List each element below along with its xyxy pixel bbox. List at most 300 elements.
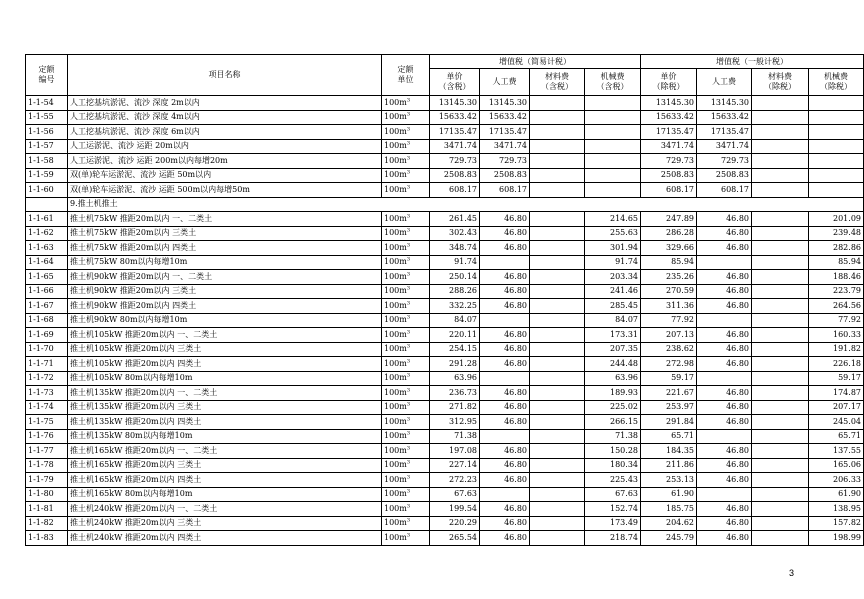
quota-unit: $100m^3$ <box>382 139 430 154</box>
simple-machine-cell: 67.63 <box>585 487 641 502</box>
simple-price-cell: 84.07 <box>430 313 480 328</box>
simple-labor-cell: 608.17 <box>480 183 530 198</box>
table-row <box>26 241 864 256</box>
simple-machine-cell: 150.28 <box>585 444 641 459</box>
header-simple-material: 材料费 （含税） <box>530 69 585 96</box>
general-price-cell: 77.92 <box>641 313 697 328</box>
quota-code: 1-1-64 <box>26 255 68 270</box>
general-material-cell <box>752 96 809 111</box>
general-machine-cell: 165.06 <box>809 458 864 473</box>
general-labor-cell: 46.80 <box>697 444 752 459</box>
simple-machine-cell: 207.35 <box>585 342 641 357</box>
general-material-cell <box>752 313 809 328</box>
simple-machine-cell: 203.34 <box>585 270 641 285</box>
table-row <box>26 458 864 473</box>
simple-labor-cell: 15633.42 <box>480 110 530 125</box>
table-row <box>26 386 864 401</box>
simple-machine-cell: 225.43 <box>585 473 641 488</box>
general-machine-cell: 282.86 <box>809 241 864 256</box>
simple-machine-cell: 173.49 <box>585 516 641 531</box>
section-row <box>26 197 864 212</box>
table-row <box>26 226 864 241</box>
quota-unit: $100m^3$ <box>382 299 430 314</box>
item-name: 推土机90kW 推距20m以内 三类土 <box>68 284 382 299</box>
quota-unit: $100m^3$ <box>382 125 430 140</box>
simple-price-cell: 17135.47 <box>430 125 480 140</box>
general-labor-cell: 46.80 <box>697 400 752 415</box>
simple-price-cell: 265.54 <box>430 531 480 546</box>
simple-material-cell <box>530 255 585 270</box>
general-labor-cell <box>697 255 752 270</box>
simple-price-cell: 291.28 <box>430 357 480 372</box>
simple-labor-cell: 46.80 <box>480 299 530 314</box>
item-name: 人工运淤泥、流沙 运距 20m以内 <box>68 139 382 154</box>
table-row <box>26 255 864 270</box>
item-name: 推土机105kW 推距20m以内 三类土 <box>68 342 382 357</box>
item-name: 双(单)轮车运淤泥、流沙 运距 500m以内每增50m <box>68 183 382 198</box>
quota-code: 1-1-62 <box>26 226 68 241</box>
quota-code: 1-1-66 <box>26 284 68 299</box>
simple-labor-cell: 46.80 <box>480 516 530 531</box>
simple-price-cell: 261.45 <box>430 212 480 227</box>
general-price-cell: 253.13 <box>641 473 697 488</box>
quota-unit: $100m^3$ <box>382 357 430 372</box>
simple-material-cell <box>530 487 585 502</box>
item-name: 推土机75kW 80m以内每增10m <box>68 255 382 270</box>
simple-material-cell <box>530 125 585 140</box>
simple-machine-cell <box>585 96 641 111</box>
general-price-cell: 221.67 <box>641 386 697 401</box>
general-machine-cell: 77.92 <box>809 313 864 328</box>
simple-machine-cell: 63.96 <box>585 371 641 386</box>
general-price-cell: 211.86 <box>641 458 697 473</box>
general-material-cell <box>752 154 809 169</box>
simple-price-cell: 348.74 <box>430 241 480 256</box>
simple-price-cell: 71.38 <box>430 429 480 444</box>
item-name: 人工挖基坑淤泥、流沙 深度 2m以内 <box>68 96 382 111</box>
item-name: 推土机135kW 80m以内每增10m <box>68 429 382 444</box>
general-labor-cell <box>697 313 752 328</box>
general-machine-cell: 223.79 <box>809 284 864 299</box>
general-price-cell: 13145.30 <box>641 96 697 111</box>
simple-labor-cell <box>480 255 530 270</box>
quota-unit: $100m^3$ <box>382 313 430 328</box>
simple-price-cell: 302.43 <box>430 226 480 241</box>
quota-unit: $100m^3$ <box>382 516 430 531</box>
table-row <box>26 502 864 517</box>
simple-price-cell: 312.95 <box>430 415 480 430</box>
simple-labor-cell: 46.80 <box>480 284 530 299</box>
general-labor-cell <box>697 429 752 444</box>
simple-labor-cell: 46.80 <box>480 270 530 285</box>
quota-unit: $100m^3$ <box>382 458 430 473</box>
general-labor-cell: 46.80 <box>697 342 752 357</box>
item-name: 推土机90kW 推距20m以内 一、二类土 <box>68 270 382 285</box>
simple-labor-cell: 2508.83 <box>480 168 530 183</box>
table-row <box>26 212 864 227</box>
general-price-cell: 253.97 <box>641 400 697 415</box>
quota-code: 1-1-72 <box>26 371 68 386</box>
item-name: 推土机240kW 推距20m以内 一、二类土 <box>68 502 382 517</box>
simple-material-cell <box>530 531 585 546</box>
table-row <box>26 415 864 430</box>
general-labor-cell: 3471.74 <box>697 139 752 154</box>
simple-material-cell <box>530 429 585 444</box>
header-code: 定额 编号 <box>26 55 68 96</box>
header-name: 项目名称 <box>68 55 382 96</box>
general-machine-cell: 191.82 <box>809 342 864 357</box>
quota-code: 1-1-81 <box>26 502 68 517</box>
general-material-cell <box>752 168 809 183</box>
item-name: 人工挖基坑淤泥、流沙 深度 4m以内 <box>68 110 382 125</box>
quota-code: 1-1-78 <box>26 458 68 473</box>
simple-material-cell <box>530 183 585 198</box>
simple-price-cell: 220.11 <box>430 328 480 343</box>
general-price-cell: 238.62 <box>641 342 697 357</box>
quota-code: 1-1-61 <box>26 212 68 227</box>
simple-price-cell: 2508.83 <box>430 168 480 183</box>
header-general-labor: 人工费 <box>697 69 752 96</box>
item-name: 推土机75kW 推距20m以内 四类土 <box>68 241 382 256</box>
simple-machine-cell: 214.65 <box>585 212 641 227</box>
general-price-cell: 311.36 <box>641 299 697 314</box>
table-row <box>26 357 864 372</box>
table-body <box>26 96 864 546</box>
simple-machine-cell: 301.94 <box>585 241 641 256</box>
simple-labor-cell: 46.80 <box>480 473 530 488</box>
simple-price-cell: 272.23 <box>430 473 480 488</box>
quota-code: 1-1-75 <box>26 415 68 430</box>
header-simple-price: 单价 （含税） <box>430 69 480 96</box>
simple-price-cell: 332.25 <box>430 299 480 314</box>
simple-machine-cell: 255.63 <box>585 226 641 241</box>
general-machine-cell <box>809 125 864 140</box>
item-name: 推土机90kW 推距20m以内 四类土 <box>68 299 382 314</box>
table-row <box>26 96 864 111</box>
general-labor-cell: 46.80 <box>697 386 752 401</box>
general-material-cell <box>752 110 809 125</box>
general-material-cell <box>752 429 809 444</box>
table-row <box>26 183 864 198</box>
general-material-cell <box>752 183 809 198</box>
general-labor-cell: 46.80 <box>697 473 752 488</box>
quota-unit: $100m^3$ <box>382 255 430 270</box>
header-unit: 定额 单位 <box>382 55 430 96</box>
general-material-cell <box>752 270 809 285</box>
general-labor-cell: 46.80 <box>697 299 752 314</box>
item-name: 双(单)轮车运淤泥、流沙 运距 50m以内 <box>68 168 382 183</box>
simple-material-cell <box>530 241 585 256</box>
general-labor-cell: 46.80 <box>697 516 752 531</box>
simple-material-cell <box>530 400 585 415</box>
general-price-cell: 729.73 <box>641 154 697 169</box>
item-name: 推土机165kW 推距20m以内 三类土 <box>68 458 382 473</box>
quota-unit: $100m^3$ <box>382 531 430 546</box>
general-price-cell: 61.90 <box>641 487 697 502</box>
quota-code: 1-1-77 <box>26 444 68 459</box>
header-simple-machine: 机械费 （含税） <box>585 69 641 96</box>
simple-material-cell <box>530 342 585 357</box>
simple-labor-cell: 17135.47 <box>480 125 530 140</box>
general-machine-cell: 59.17 <box>809 371 864 386</box>
quota-code: 1-1-82 <box>26 516 68 531</box>
item-name: 推土机90kW 80m以内每增10m <box>68 313 382 328</box>
simple-price-cell: 63.96 <box>430 371 480 386</box>
general-machine-cell: 245.04 <box>809 415 864 430</box>
general-price-cell: 245.79 <box>641 531 697 546</box>
simple-price-cell: 254.15 <box>430 342 480 357</box>
general-material-cell <box>752 299 809 314</box>
header-row-1 <box>26 55 864 69</box>
simple-machine-cell: 285.45 <box>585 299 641 314</box>
table-row <box>26 473 864 488</box>
item-name: 推土机135kW 推距20m以内 四类土 <box>68 415 382 430</box>
simple-labor-cell: 46.80 <box>480 241 530 256</box>
simple-material-cell <box>530 284 585 299</box>
simple-machine-cell: 218.74 <box>585 531 641 546</box>
simple-machine-cell <box>585 139 641 154</box>
table-row <box>26 429 864 444</box>
general-machine-cell <box>809 154 864 169</box>
quota-unit: $100m^3$ <box>382 328 430 343</box>
simple-labor-cell: 13145.30 <box>480 96 530 111</box>
table-row <box>26 154 864 169</box>
simple-material-cell <box>530 96 585 111</box>
quota-unit: $100m^3$ <box>382 154 430 169</box>
quota-unit: $100m^3$ <box>382 487 430 502</box>
simple-labor-cell: 46.80 <box>480 531 530 546</box>
item-name: 推土机240kW 推距20m以内 三类土 <box>68 516 382 531</box>
general-price-cell: 329.66 <box>641 241 697 256</box>
header-group-general: 增值税（一般计税） <box>641 55 864 69</box>
table-row <box>26 487 864 502</box>
general-machine-cell <box>809 96 864 111</box>
quota-code: 1-1-65 <box>26 270 68 285</box>
quota-unit: $100m^3$ <box>382 212 430 227</box>
table-row <box>26 168 864 183</box>
simple-machine-cell: 91.74 <box>585 255 641 270</box>
simple-machine-cell <box>585 110 641 125</box>
general-labor-cell: 608.17 <box>697 183 752 198</box>
table-row <box>26 110 864 125</box>
table-row <box>26 313 864 328</box>
quota-code: 1-1-76 <box>26 429 68 444</box>
simple-labor-cell <box>480 487 530 502</box>
general-machine-cell: 174.87 <box>809 386 864 401</box>
general-labor-cell: 46.80 <box>697 328 752 343</box>
quota-unit: $100m^3$ <box>382 110 430 125</box>
general-machine-cell: 264.56 <box>809 299 864 314</box>
item-name: 推土机165kW 推距20m以内 一、二类土 <box>68 444 382 459</box>
quota-unit: $100m^3$ <box>382 473 430 488</box>
general-price-cell: 286.28 <box>641 226 697 241</box>
general-material-cell <box>752 342 809 357</box>
simple-material-cell <box>530 110 585 125</box>
simple-machine-cell: 180.34 <box>585 458 641 473</box>
simple-labor-cell: 46.80 <box>480 328 530 343</box>
section-code-cell <box>26 197 68 212</box>
general-labor-cell: 46.80 <box>697 284 752 299</box>
simple-material-cell <box>530 168 585 183</box>
general-machine-cell <box>809 110 864 125</box>
simple-material-cell <box>530 444 585 459</box>
simple-machine-cell: 241.46 <box>585 284 641 299</box>
simple-price-cell: 15633.42 <box>430 110 480 125</box>
table-row <box>26 531 864 546</box>
item-name: 推土机165kW 推距20m以内 四类土 <box>68 473 382 488</box>
general-machine-cell: 188.46 <box>809 270 864 285</box>
general-material-cell <box>752 212 809 227</box>
general-labor-cell: 46.80 <box>697 502 752 517</box>
table-row <box>26 125 864 140</box>
simple-labor-cell: 46.80 <box>480 400 530 415</box>
simple-material-cell <box>530 371 585 386</box>
general-machine-cell: 65.71 <box>809 429 864 444</box>
simple-labor-cell <box>480 371 530 386</box>
general-labor-cell: 46.80 <box>697 415 752 430</box>
quota-unit: $100m^3$ <box>382 241 430 256</box>
general-price-cell: 608.17 <box>641 183 697 198</box>
simple-labor-cell: 46.80 <box>480 458 530 473</box>
general-price-cell: 3471.74 <box>641 139 697 154</box>
simple-labor-cell: 46.80 <box>480 357 530 372</box>
simple-material-cell <box>530 502 585 517</box>
simple-labor-cell: 46.80 <box>480 502 530 517</box>
simple-machine-cell <box>585 125 641 140</box>
general-price-cell: 272.98 <box>641 357 697 372</box>
general-price-cell: 59.17 <box>641 371 697 386</box>
item-name: 推土机135kW 推距20m以内 三类土 <box>68 400 382 415</box>
general-machine-cell: 198.99 <box>809 531 864 546</box>
general-labor-cell: 46.80 <box>697 458 752 473</box>
quota-code: 1-1-60 <box>26 183 68 198</box>
quota-code: 1-1-69 <box>26 328 68 343</box>
table-row <box>26 270 864 285</box>
general-material-cell <box>752 415 809 430</box>
simple-material-cell <box>530 299 585 314</box>
quota-unit: $100m^3$ <box>382 415 430 430</box>
quota-table <box>25 54 864 546</box>
general-material-cell <box>752 139 809 154</box>
general-labor-cell: 17135.47 <box>697 125 752 140</box>
header-simple-labor: 人工费 <box>480 69 530 96</box>
simple-machine-cell: 266.15 <box>585 415 641 430</box>
table-row <box>26 139 864 154</box>
simple-material-cell <box>530 139 585 154</box>
general-price-cell: 65.71 <box>641 429 697 444</box>
simple-labor-cell: 46.80 <box>480 226 530 241</box>
general-machine-cell: 226.18 <box>809 357 864 372</box>
simple-material-cell <box>530 386 585 401</box>
table-row <box>26 284 864 299</box>
quota-code: 1-1-59 <box>26 168 68 183</box>
quota-code: 1-1-83 <box>26 531 68 546</box>
simple-price-cell: 197.08 <box>430 444 480 459</box>
general-labor-cell <box>697 487 752 502</box>
general-machine-cell: 207.17 <box>809 400 864 415</box>
quota-unit: $100m^3$ <box>382 96 430 111</box>
general-labor-cell: 46.80 <box>697 241 752 256</box>
item-name: 推土机105kW 推距20m以内 四类土 <box>68 357 382 372</box>
general-machine-cell: 160.33 <box>809 328 864 343</box>
general-price-cell: 184.35 <box>641 444 697 459</box>
simple-material-cell <box>530 270 585 285</box>
quota-code: 1-1-63 <box>26 241 68 256</box>
table-row <box>26 516 864 531</box>
general-material-cell <box>752 531 809 546</box>
quota-unit: $100m^3$ <box>382 371 430 386</box>
simple-price-cell: 236.73 <box>430 386 480 401</box>
general-labor-cell: 46.80 <box>697 212 752 227</box>
general-price-cell: 291.84 <box>641 415 697 430</box>
quota-unit: $100m^3$ <box>382 342 430 357</box>
general-material-cell <box>752 386 809 401</box>
general-material-cell <box>752 328 809 343</box>
table-row <box>26 328 864 343</box>
quota-unit: $100m^3$ <box>382 270 430 285</box>
general-machine-cell: 206.33 <box>809 473 864 488</box>
quota-code: 1-1-74 <box>26 400 68 415</box>
simple-material-cell <box>530 313 585 328</box>
general-machine-cell: 85.94 <box>809 255 864 270</box>
general-machine-cell: 61.90 <box>809 487 864 502</box>
simple-price-cell: 288.26 <box>430 284 480 299</box>
table-row <box>26 299 864 314</box>
simple-material-cell <box>530 357 585 372</box>
item-name: 推土机105kW 推距20m以内 一、二类土 <box>68 328 382 343</box>
simple-material-cell <box>530 415 585 430</box>
simple-labor-cell <box>480 313 530 328</box>
item-name: 推土机135kW 推距20m以内 一、二类土 <box>68 386 382 401</box>
header-group-simple: 增值税（简易计税） <box>430 55 641 69</box>
general-material-cell <box>752 502 809 517</box>
general-material-cell <box>752 284 809 299</box>
simple-labor-cell: 46.80 <box>480 415 530 430</box>
quota-code: 1-1-68 <box>26 313 68 328</box>
general-labor-cell: 46.80 <box>697 226 752 241</box>
item-name: 人工挖基坑淤泥、流沙 深度 6m以内 <box>68 125 382 140</box>
quota-unit: $100m^3$ <box>382 168 430 183</box>
general-machine-cell: 157.82 <box>809 516 864 531</box>
quota-code: 1-1-57 <box>26 139 68 154</box>
simple-machine-cell <box>585 183 641 198</box>
simple-material-cell <box>530 516 585 531</box>
general-price-cell: 204.62 <box>641 516 697 531</box>
quota-code: 1-1-71 <box>26 357 68 372</box>
simple-material-cell <box>530 458 585 473</box>
simple-labor-cell <box>480 429 530 444</box>
simple-labor-cell: 46.80 <box>480 444 530 459</box>
general-labor-cell: 13145.30 <box>697 96 752 111</box>
quota-unit: $100m^3$ <box>382 226 430 241</box>
quota-code: 1-1-79 <box>26 473 68 488</box>
quota-code: 1-1-58 <box>26 154 68 169</box>
simple-price-cell: 227.14 <box>430 458 480 473</box>
general-labor-cell: 15633.42 <box>697 110 752 125</box>
quota-code: 1-1-73 <box>26 386 68 401</box>
simple-machine-cell <box>585 168 641 183</box>
simple-price-cell: 729.73 <box>430 154 480 169</box>
general-labor-cell: 729.73 <box>697 154 752 169</box>
header-general-material: 材料费 （除税） <box>752 69 809 96</box>
page-number: 3 <box>789 568 795 578</box>
simple-labor-cell: 46.80 <box>480 212 530 227</box>
table-row <box>26 444 864 459</box>
general-price-cell: 17135.47 <box>641 125 697 140</box>
general-material-cell <box>752 473 809 488</box>
simple-machine-cell: 152.74 <box>585 502 641 517</box>
simple-price-cell: 250.14 <box>430 270 480 285</box>
